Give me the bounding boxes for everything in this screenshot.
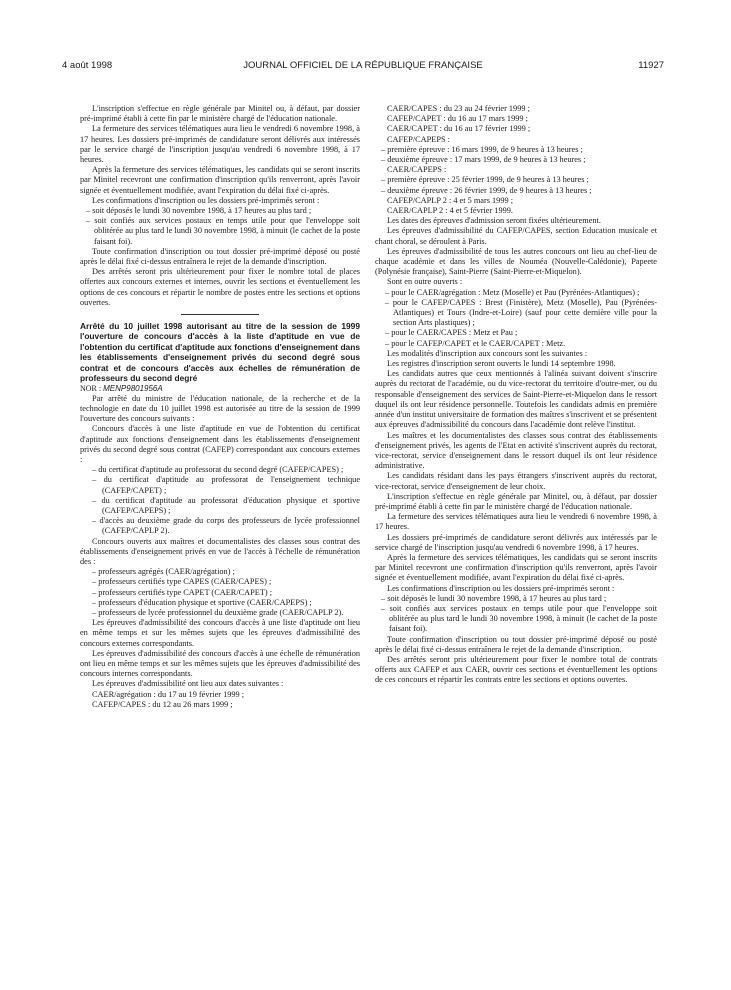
list-item: – professeurs de lycée professionnel du deuxième grade (CAER/CAPLP 2). bbox=[92, 607, 344, 617]
paragraph: Les candidats résidant dans les pays étrangers s'inscrivent auprès du rectorat, vice-rectorat, service d'enseignement de leur choix. bbox=[375, 471, 657, 491]
list-item: – soit confiés aux services postaux en temps utile pour que l'enveloppe soit oblitérée au plus tard le lundi 30 novembre 1998, à minuit (le cachet de la poste faisant foi). bbox=[381, 603, 657, 634]
date-line: CAFEP/CAPET : du 16 au 17 mars 1999 ; bbox=[387, 114, 528, 124]
paragraph: Des arrêtés seront pris ultérieurement pour fixer le nombre total de contrats offerts aux CAFEP et aux CAER, ouvrir ces sections et éventuellement les options de ces concours et répartir les contrats entre les sections et options ouvertes. bbox=[375, 654, 657, 685]
date-line: CAER/CAPET : du 16 au 17 février 1999 ; bbox=[387, 124, 531, 134]
list-item: – pour le CAFEP/CAPET et le CAER/CAPET : Metz. bbox=[385, 338, 566, 348]
list-item: – deuxième épreuve : 17 mars 1999, de 9 heures à 13 heures ; bbox=[381, 155, 586, 165]
paragraph: Les confirmations d'inscription ou les dossiers pré-imprimés seront : bbox=[92, 195, 320, 205]
list-item: – première épreuve : 16 mars 1999, de 9 heures à 13 heures ; bbox=[381, 144, 583, 154]
date-line: CAER/agrégation : du 17 au 19 février 1999 ; bbox=[92, 689, 245, 699]
list-item: – professeurs certifiés type CAPES (CAER/CAPES) ; bbox=[92, 577, 272, 587]
journal-title: JOURNAL OFFICIEL DE LA RÉPUBLIQUE FRANÇAISE bbox=[243, 60, 483, 71]
paragraph: Toute confirmation d'inscription ou tout dossier pré-imprimé déposé ou posté après le délai fixé ci-dessus entraînera le rejet de la demande d'inscription. bbox=[80, 246, 360, 267]
list-item: – professeurs certifiés type CAPET (CAER/CAPET) ; bbox=[92, 587, 273, 597]
nor-label: NOR : bbox=[80, 383, 102, 393]
date-line: CAFEP/CAPEPS : bbox=[387, 134, 450, 144]
list-item: – du certificat d'aptitude au professorat du second degré (CAFEP/CAPES) ; bbox=[92, 465, 344, 475]
paragraph: Les épreuves d'admissibilité ont lieu aux dates suivantes : bbox=[92, 679, 284, 689]
list-item: – soit confiés aux services postaux en temps utile pour que l'enveloppe soit oblitérée au plus tard le lundi 30 novembre 1998, à minuit (le cachet de la poste faisant foi). bbox=[86, 216, 360, 246]
paragraph: Concours ouverts aux maîtres et documentalistes des classes sous contrat des établissements d'enseignement privés en vue de l'accès à l'échelle de rémunération des : bbox=[80, 536, 360, 566]
paragraph: Des arrêtés seront pris ultérieurement pour fixer le nombre total de places offertes aux concours externes et internes, ouvrir les sections et éventuellement les options de ces concours et répartir le nombre de postes entre les sections et options ouvertes. bbox=[80, 267, 360, 307]
date-line: CAFEP/CAPLP 2 : 4 et 5 mars 1999 ; bbox=[387, 195, 514, 205]
header-date: 4 août 1998 bbox=[62, 60, 113, 71]
paragraph: Les maîtres et les documentalistes des classes sous contrat des établissements d'enseignement privés, les agents de l'Etat en activité s'inscrivent auprès du rectorat, vice-rectorat, service d'enseignement dans le ressort duquel ils ont leur résidence administrative. bbox=[375, 430, 657, 471]
list-item: – professeurs agrégés (CAER/agrégation) ; bbox=[92, 567, 235, 577]
list-item: – du certificat d'aptitude au professorat d'éducation physique et sportive (CAFEP/CAPEPS) ; bbox=[92, 495, 360, 515]
list-item: – pour le CAER/CAPES : Metz et Pau ; bbox=[385, 328, 518, 338]
left-column bbox=[80, 104, 360, 710]
list-item: – d'accès au deuxième grade du corps des professeurs de lycée professionnel (CAFEP/CAPLP 2). bbox=[92, 516, 360, 536]
nor-reference bbox=[80, 384, 360, 394]
list-item: – soit déposés le lundi 30 novembre 1998, à 17 heures au plus tard ; bbox=[381, 593, 607, 603]
list-item: – soit déposés le lundi 30 novembre 1998, à 17 heures au plus tard ; bbox=[86, 206, 312, 216]
paragraph: Les dossiers pré-imprimés de candidature seront délivrés aux intéressés par le service chargé de l'inscription jusqu'au vendredi 6 novembre 1998, à 17 heures. bbox=[375, 532, 657, 552]
right-column bbox=[375, 104, 657, 686]
list-item: – professeurs d'éducation physique et sportive (CAER/CAPEPS) ; bbox=[92, 597, 312, 607]
paragraph: Les confirmations d'inscription ou les dossiers pré-imprimés seront : bbox=[387, 583, 615, 593]
date-line: CAER/CAPES : du 23 au 24 février 1999 ; bbox=[387, 104, 530, 113]
paragraph: Sont en outre ouverts : bbox=[387, 277, 463, 287]
nor-code: MENP9801956A bbox=[103, 383, 163, 393]
list-item: – pour le CAER/agrégation : Metz (Moselle) et Pau (Pyrénées-Atlantiques) ; bbox=[385, 287, 640, 297]
paragraph: Les modalités d'inscription aux concours sont les suivantes : bbox=[387, 348, 588, 358]
date-line: CAER/CAPLP 2 : 4 et 5 février 1999. bbox=[387, 206, 513, 216]
list-item: – première épreuve : 25 février 1999, de 9 heures à 13 heures ; bbox=[381, 175, 589, 185]
paragraph: Toute confirmation d'inscription ou tout dossier pré-imprimé déposé ou posté après le délai fixé ci-dessus entraînera le rejet de la demande d'inscription. bbox=[375, 634, 657, 654]
paragraph: Les épreuves d'admissibilité de tous les autres concours ont lieu au chef-lieu de chaque académie et dans les villes de Nouméa (Nouvelle-Calédonie), Papeete (Polynésie française), Saint-Pierre (Saint-Pierre-et-Miquelon). bbox=[375, 246, 657, 277]
paragraph: Après la fermeture des services télématiques, les candidats qui se seront inscrits par Minitel recevront une confirmation d'inscription qu'ils renverront, après l'avoir signée et éventuellement modifiée, avant l'expiration du délai fixé ci-après. bbox=[375, 552, 657, 583]
paragraph: L'inscription s'effectue en règle générale par Minitel, ou, à défaut, par dossier pré-imprimé établi à cette fin par le ministère chargé de l'éducation nationale. bbox=[375, 491, 657, 511]
page-header bbox=[62, 60, 664, 74]
paragraph: Les candidats autres que ceux mentionnés à l'alinéa suivant doivent s'inscrire auprès du rectorat de l'académie, ou du vice-rectorat du territoire d'outre-mer, ou du responsable d'enseignement des services de Saint-Pierre-et-Miquelon dans le ressort duquel ils ont leur résidence personnelle. Toutefois les candidats admis en première année d'un institut universitaire de formation des maîtres s'inscrivent et se présentent aux épreuves d'admissibilité du concours dans l'académie dont relève l'institut. bbox=[375, 369, 657, 430]
date-line: CAER/CAPEPS : bbox=[387, 165, 447, 175]
list-item: – deuxième épreuve : 26 février 1999, de 9 heures à 13 heures ; bbox=[381, 185, 592, 195]
paragraph: Les épreuves d'admissibilité du CAFEP/CAPES, section Education musicale et chant choral, se déroulent à Paris. bbox=[375, 226, 657, 246]
section-divider bbox=[181, 314, 259, 315]
paragraph: Les épreuves d'admissibilité des concours d'accès à une échelle de rémunération ont lieu en même temps et sur les mêmes sujets que les épreuves d'admissibilité des concours internes correspondants. bbox=[80, 648, 360, 679]
paragraph: Par arrêté du ministre de l'éducation nationale, de la recherche et de la technologie en date du 10 juillet 1998 est autorisée au titre de la session de 1999 l'ouverture des concours suivants : bbox=[80, 393, 360, 424]
paragraph: La fermeture des services télématiques aura lieu le vendredi 6 novembre 1998, à 17 heures. bbox=[375, 512, 657, 532]
paragraph: La fermeture des services télématiques aura lieu le vendredi 6 novembre 1998, à 17 heures. Les dossiers pré-imprimés de candidature seront délivrés aux intéressés par le service chargé de l'inscription jusqu'au vendredi 6 novembre 1998, à 17 heures. bbox=[80, 124, 360, 165]
paragraph: Après la fermeture des services télématiques, les candidats qui se seront inscrits par Minitel recevront une confirmation d'inscription qu'ils renverront, après l'avoir signée et éventuellement modifiée, avant l'expiration du délai fixé ci-après. bbox=[80, 165, 360, 195]
list-item: – du certificat d'aptitude au professorat de l'enseignement technique (CAFEP/CAPET) ; bbox=[92, 475, 360, 495]
paragraph: Les dates des épreuves d'admission seront fixées ultérieurement. bbox=[387, 216, 601, 226]
paragraph: Concours d'accès à une liste d'aptitude en vue de l'obtention du certificat d'aptitude aux fonctions d'enseignement dans les établissements d'enseignement privés du second degré sous contrat (CAFEP) correspondant aux concours externes : bbox=[80, 424, 360, 464]
paragraph: L'inscription s'effectue en règle générale par Minitel ou, à défaut, par dossier pré-imprimé établi à cette fin par le ministère chargé de l'éducation nationale. bbox=[80, 104, 360, 124]
paragraph: Les épreuves d'admissibilité des concours d'accès à une liste d'aptitude ont lieu en même temps et sur les mêmes sujets que les épreuves d'admissibilité des concours externes correspondants. bbox=[80, 618, 360, 648]
page-number: 11927 bbox=[638, 60, 664, 71]
paragraph: Les registres d'inscription seront ouverts le lundi 14 septembre 1998. bbox=[387, 359, 616, 369]
date-line: CAFEP/CAPES : du 12 au 26 mars 1999 ; bbox=[92, 699, 233, 709]
list-item: – pour le CAFEP/CAPES : Brest (Finistère), Metz (Moselle), Pau (Pyrénées-Atlantiques) et Tours (Indre-et-Loire) (sauf pour cette dernière ville pour la section Arts plastiques) ; bbox=[385, 297, 657, 328]
arrete-title: Arrêté du 10 juillet 1998 autorisant au titre de la session de 1999 l'ouverture de concours d'accès à la liste d'aptitude en vue de l'obtention du certificat d'aptitude aux fonctions d'enseignement dans les établissements d'enseignement privés du second degré sous contrat et de concours d'accès aux échelles de rémunération de professeurs du second degré bbox=[80, 321, 360, 384]
